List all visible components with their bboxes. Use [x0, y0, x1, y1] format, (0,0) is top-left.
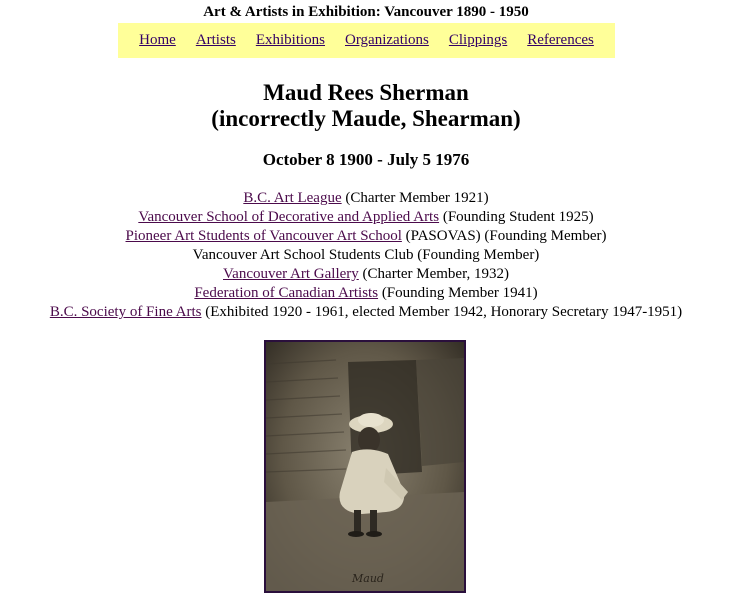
affiliation-note: (Founding Student 1925) [439, 209, 594, 225]
affiliation-item [0, 246, 732, 265]
site-title: Art & Artists in Exhibition: Vancouver 1890 - 1950 [203, 4, 529, 20]
affiliation-link[interactable]: Federation of Canadian Artists [194, 285, 379, 301]
artist-dates: October 8 1900 - July 5 1976 [262, 150, 470, 169]
affiliations-list [0, 189, 732, 322]
affiliation-item [0, 265, 732, 284]
affiliation-link[interactable]: B.C. Art League [243, 190, 342, 206]
nav-artists-link[interactable]: Artists [195, 32, 236, 48]
affiliation-item [0, 227, 732, 246]
photo-handwriting: Maud [352, 572, 384, 585]
affiliation-item [0, 189, 732, 208]
nav-clippings-link[interactable]: Clippings [448, 32, 508, 48]
affiliation-note: (Exhibited 1920 - 1961, elected Member 1942, Honorary Secretary 1947-1951) [201, 304, 683, 320]
nav-exhibitions-link[interactable]: Exhibitions [255, 32, 325, 48]
nav-organizations-link[interactable]: Organizations [345, 32, 429, 48]
artist-name-heading [0, 80, 732, 132]
affiliation-item [0, 208, 732, 227]
nav-home-link[interactable]: Home [139, 32, 176, 48]
affiliation-note: (PASOVAS) (Founding Member) [401, 228, 607, 244]
affiliation-item [0, 284, 732, 303]
affiliation-link[interactable]: B.C. Society of Fine Arts [49, 304, 202, 320]
affiliation-link[interactable]: Pioneer Art Students of Vancouver Art School [125, 228, 402, 244]
affiliation-note: Vancouver Art School Students Club (Founding Member) [192, 247, 540, 263]
affiliation-link[interactable]: Vancouver Art Gallery [223, 266, 359, 282]
affiliation-note: (Charter Member, 1932) [358, 266, 509, 282]
vintage-photo-image [266, 342, 464, 591]
nav-bar [118, 23, 615, 58]
artist-alias: (incorrectly Maude, Shearman) [211, 106, 521, 131]
affiliation-link[interactable]: Vancouver School of Decorative and Applied Arts [138, 209, 440, 225]
nav-references-link[interactable]: References [527, 32, 594, 48]
affiliation-note: (Charter Member 1921) [341, 190, 489, 206]
affiliation-item [0, 303, 732, 322]
artist-photo [264, 340, 466, 593]
affiliation-note: (Founding Member 1941) [378, 285, 538, 301]
artist-name: Maud Rees Sherman [263, 80, 469, 105]
